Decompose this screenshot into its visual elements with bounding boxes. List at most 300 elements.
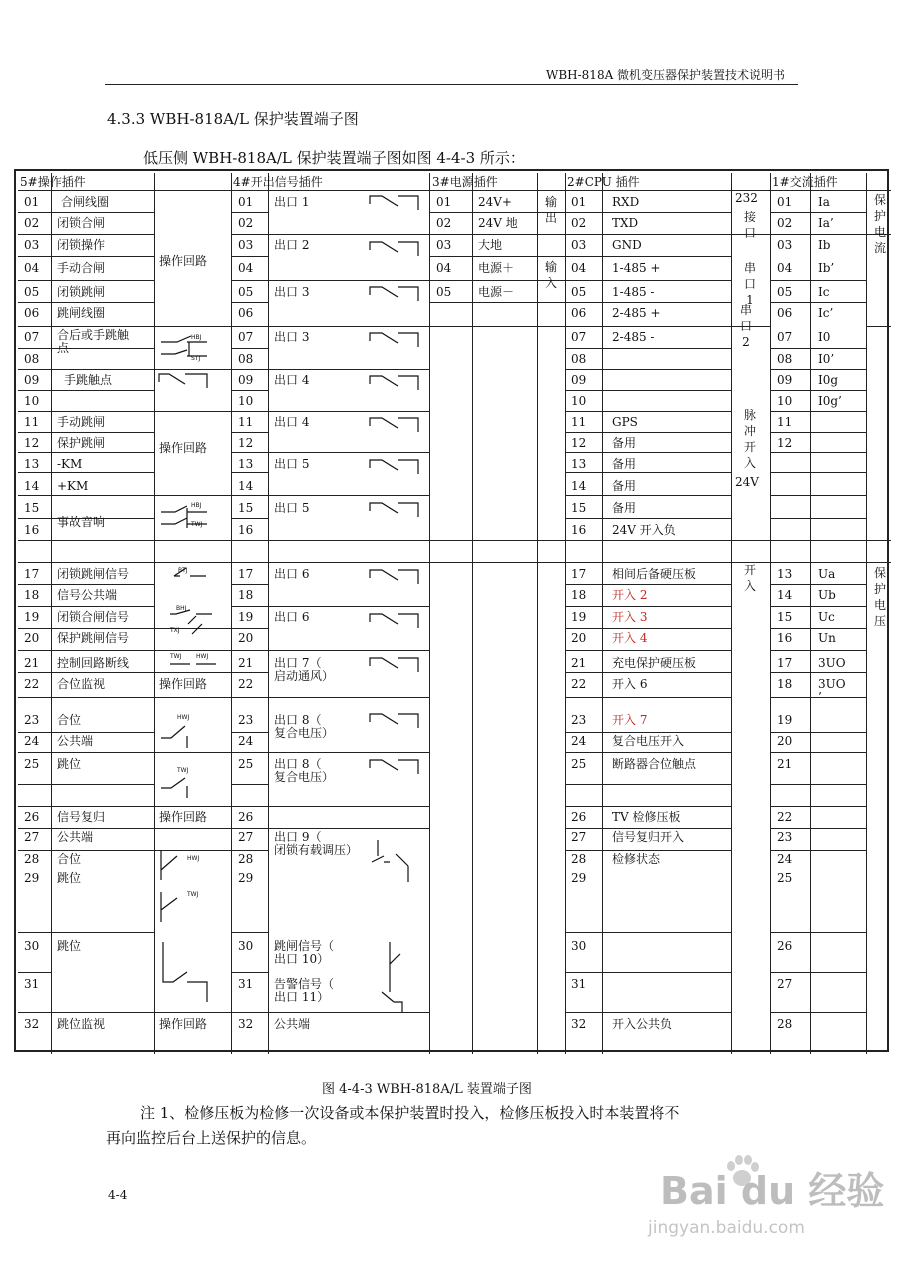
plugin5-terminal-name: 信号复归 [57,810,106,824]
watermark-url: jingyan.baidu.com [648,1218,805,1238]
table-rule [231,1012,268,1013]
plugin1-terminal-number: 26 [777,939,793,953]
relay-contact-icon [368,608,428,636]
plugin1-terminal-number: 01 [777,195,793,209]
table-rule [154,562,231,563]
plugin4-terminal-number: 07 [238,330,254,344]
plugin1-terminal-number: 15 [777,610,793,624]
plugin1-terminal-number: 05 [777,285,793,299]
plugin4-terminal-number: 12 [238,436,254,450]
table-rule [602,369,731,370]
plugin1-terminal-number: 22 [777,810,793,824]
table-rule [810,495,866,496]
plugin2-terminal-number: 01 [571,195,587,209]
table-rule [770,850,810,851]
table-rule [268,234,429,235]
plugin5-terminal-number: 15 [24,501,40,515]
plugin5-terminal-name: 控制回路断线 [57,656,130,670]
plugin4-terminal-number: 15 [238,501,254,515]
table-rule [51,280,154,281]
table-rule [565,972,602,973]
plugin2-terminal-number: 04 [571,261,587,275]
table-rule [602,411,731,412]
plugin4-terminal-number: 04 [238,261,254,275]
table-rule [565,650,602,651]
plugin2-terminal-number: 32 [571,1017,587,1031]
plugin5-terminal-number: 21 [24,656,40,670]
plugin2-terminal-name: 断路器合位触点 [612,757,697,771]
section-heading: 4.3.3 WBH-818A/L 保护装置端子图 [107,110,359,128]
plugin1-terminal-name: Ia [818,195,830,209]
table-rule [770,628,810,629]
table-rule [268,562,429,563]
table-rule [18,348,51,349]
plugin1-terminal-number: 19 [777,713,793,727]
plugin2-terminal-number: 24 [571,734,587,748]
relay-contact-icon [368,281,428,309]
table-rule [810,1012,866,1013]
plugin1-terminal-number: 04 [777,261,793,275]
table-rule [231,190,268,191]
table-rule [231,432,268,433]
watermark-brand: Bai du 经验 [660,1169,885,1213]
table-rule [810,672,866,673]
table-rule [565,562,602,563]
table-rule [268,828,429,829]
table-rule [268,606,429,607]
plugin4-terminal-number: 17 [238,567,254,581]
plugin3-terminal-name: 24V 地 [478,216,518,230]
plugin4-terminal-number: 10 [238,394,254,408]
bhj-txj-contact-icon [168,602,218,652]
plugin5-terminal-name: 闭锁操作 [57,238,106,252]
group-current-label: 保 护 电 流 [873,193,886,255]
plugin1-terminal-name: I0 [818,330,831,344]
plugin2-terminal-name: 开入 6 [612,677,648,691]
table-rule [51,850,154,851]
table-rule [231,495,268,496]
table-rule [602,472,731,473]
plugin2-terminal-number: 25 [571,757,587,771]
plugin4-terminal-number: 01 [238,195,254,209]
plugin4-terminal-number: 31 [238,977,254,991]
table-rule [154,411,231,412]
table-rule [51,584,154,585]
plugin1-terminal-number: 13 [777,567,793,581]
table-rule [429,256,565,257]
table-rule [602,390,731,391]
table-rule [51,540,154,541]
plugin4-terminal-number: 20 [238,631,254,645]
plugin4-terminal-number: 03 [238,238,254,252]
table-rule [810,628,866,629]
plugin4-output-name: 出口 5 [274,501,310,515]
relay-contact-icon [368,370,428,398]
plugin4-terminal-number: 14 [238,479,254,493]
table-rule [565,672,602,673]
plugin5-terminal-number: 19 [24,610,40,624]
plugin2-terminal-number: 08 [571,352,587,366]
plugin3-terminal-number: 02 [436,216,452,230]
relay-contact-icon [368,708,428,736]
plugin5-terminal-number: 20 [24,631,40,645]
table-rule [154,697,231,698]
table-rule [565,828,602,829]
plugin4-output-name: 出口 5 [274,457,310,471]
table-rule [429,302,565,303]
table-rule [51,472,154,473]
plugin5-terminal-name: 跳闸线圈 [57,306,106,320]
table-rule [231,806,268,807]
plugin2-terminal-number: 15 [571,501,587,515]
plugin5-terminal-number: 30 [24,939,40,953]
table-rule [18,432,51,433]
plugin4-terminal-number: 21 [238,656,254,670]
table-rule [18,390,51,391]
table-rule [51,628,154,629]
plugin5-terminal-number: 22 [24,677,40,691]
plugin2-terminal-name: 复合电压开入 [612,734,685,748]
table-rule [810,606,866,607]
table-rule [472,173,473,1054]
plugin2-terminal-name: 备用 [612,501,637,515]
table-rule [565,234,602,235]
contact-hbj-stj-icon [157,328,211,366]
plugin1-terminal-number: 06 [777,306,793,320]
table-rule [18,752,51,753]
plugin1-terminal-name: Ic [818,285,830,299]
relay-contact-icon [368,327,428,355]
plugin4-output-name: 出口 7（ 启动通风） [274,656,335,683]
plugin1-terminal-number: 27 [777,977,793,991]
table-rule [51,234,154,235]
table-rule [602,732,731,733]
table-rule [770,828,810,829]
table-rule [602,256,731,257]
table-rule [51,1012,154,1013]
table-rule [770,972,810,973]
table-rule [231,850,268,851]
plugin5-terminal-number: 14 [24,479,40,493]
table-rule [154,540,231,541]
power-output-label: 输出 [544,195,557,225]
plugin1-terminal-number: 20 [777,734,793,748]
table-rule [810,518,866,519]
plugin5-terminal-name: 公共端 [57,830,94,844]
table-rule [231,672,268,673]
table-rule [810,932,866,933]
table-rule [231,932,268,933]
plugin2-terminal-name: GPS [612,415,638,429]
table-rule [810,806,866,807]
plugin1-terminal-name: Ub [818,588,836,602]
table-rule [810,650,866,651]
table-rule [51,411,154,412]
table-rule [810,732,866,733]
plugin5-terminal-name: 闭锁跳闸信号 [57,567,130,581]
plugin1-terminal-number: 23 [777,830,793,844]
table-rule [565,732,602,733]
table-rule [770,472,810,473]
table-rule [18,280,51,281]
plugin4-terminal-number: 26 [238,810,254,824]
plugin2-terminal-number: 18 [571,588,587,602]
table-rule [770,452,810,453]
plugin1-terminal-name: Ua [818,567,836,581]
plugin3-terminal-name: 电源－ [478,285,515,299]
plugin5-terminal-name: 公共端 [57,734,94,748]
table-rule [565,584,602,585]
page-number: 4-4 [108,1188,128,1202]
operation-circuit-label: 操作回路 [159,810,208,824]
table-rule [602,348,731,349]
table-rule [810,784,866,785]
table-rule [268,173,269,1054]
table-rule [51,932,154,933]
table-rule [770,411,810,412]
plugin2-terminal-number: 17 [571,567,587,581]
relay-contact-icon [368,454,428,482]
plugin1-terminal-name: I0g [818,373,839,387]
table-rule [51,697,154,698]
table-rule [18,806,51,807]
plugin2-terminal-number: 10 [571,394,587,408]
table-rule [770,495,810,496]
table-rule [18,562,51,563]
table-rule [18,326,51,327]
plugin2-terminal-name: 相间后备硬压板 [612,567,697,581]
svg-text:TWJ: TWJ [187,891,199,898]
table-rule [565,472,602,473]
plugin1-terminal-number: 12 [777,436,793,450]
plugin2-terminal-name: 开入公共负 [612,1017,673,1031]
table-rule [51,672,154,673]
table-rule [565,390,602,391]
table-rule [18,972,51,973]
group-serial2-label: 串 口 2 [739,303,752,349]
plugin1-terminal-number: 24 [777,852,793,866]
table-rule [770,752,810,753]
table-rule [770,348,810,349]
btj-contact-icon [172,564,212,584]
table-rule [602,584,731,585]
operation-circuit-label: 操作回路 [159,677,208,691]
table-rule [154,495,231,496]
table-rule [18,932,51,933]
table-rule [18,234,51,235]
plugin5-terminal-name: 跳位 [57,871,82,885]
table-rule [18,697,51,698]
plugin5-terminal-number: 13 [24,457,40,471]
plugin4-terminal-number: 18 [238,588,254,602]
table-rule [231,452,268,453]
plugin2-terminal-number: 12 [571,436,587,450]
terminal-diagram-table [14,169,889,1052]
plugin1-terminal-number: 08 [777,352,793,366]
table-rule [602,606,731,607]
table-rule [565,518,602,519]
table-rule [51,562,154,563]
relay-contact-icon [368,412,428,440]
table-rule [602,234,731,235]
operation-circuit-label: 操作回路 [159,441,208,455]
table-rule [770,540,810,541]
table-rule [231,732,268,733]
table-rule [810,540,866,541]
table-rule [231,326,268,327]
table-rule [565,850,602,851]
table-rule [18,190,51,191]
relay-contact-icon [368,840,418,882]
group-serial1-label: 串 口 1 [743,261,756,307]
plugin4-terminal-number: 28 [238,852,254,866]
plugin5-terminal-number: 06 [24,306,40,320]
plugin5-terminal-name: -KM [57,457,83,471]
plugin2-terminal-number: 31 [571,977,587,991]
table-rule [429,326,565,327]
plugin5-terminal-name: 合位监视 [57,677,106,691]
plugin2-terminal-name: 1-485 + [612,261,661,275]
plugin4-terminal-number: 24 [238,734,254,748]
table-rule [602,672,731,673]
plugin4-terminal-number: 08 [238,352,254,366]
hwj-twj-contact-icon [157,708,221,798]
plugin5-terminal-name: 合位 [57,713,82,727]
plugin5-terminal-name: 跳位 [57,939,82,953]
table-rule [18,828,51,829]
plugin3-terminal-name: 24V+ [478,195,512,209]
table-rule [51,190,154,191]
plugin2-terminal-name: 检修状态 [612,852,661,866]
plugin4-terminal-number: 30 [238,939,254,953]
plugin2-terminal-number: 03 [571,238,587,252]
plugin3-terminal-number: 04 [436,261,452,275]
table-rule [565,326,602,327]
plugin1-terminal-name: I0g’ [818,394,842,408]
plugin5-terminal-number: 23 [24,713,40,727]
table-rule [231,280,268,281]
plugin4-output-name: 告警信号（ 出口 11） [274,977,335,1004]
table-rule [602,302,731,303]
plugin4-terminal-number: 22 [238,677,254,691]
table-rule [866,540,891,541]
plugin4-output-name: 出口 6 [274,610,310,624]
plugin5-terminal-name: 手动合闸 [57,261,106,275]
table-rule [810,348,866,349]
plugin5-terminal-number: 11 [24,415,40,429]
table-rule [268,697,429,698]
plugin5-terminal-number: 10 [24,394,40,408]
plugin1-terminal-number: 10 [777,394,793,408]
table-rule [565,1012,602,1013]
table-rule [810,390,866,391]
group-pulse-label: 脉 冲 开 入 [743,408,756,470]
plugin5-terminal-number: 01 [24,195,40,209]
table-rule [51,806,154,807]
plugin5-terminal-number: 28 [24,852,40,866]
figure-caption: 图 4-4-3 WBH-818A/L 装置端子图 [322,1082,532,1097]
plugin5-terminal-number: 26 [24,810,40,824]
table-rule [51,828,154,829]
svg-text:TXJ: TXJ [170,627,180,634]
plugin2-terminal-number: 26 [571,810,587,824]
column-header: 1#交流插件 [772,175,838,189]
plugin4-terminal-number: 27 [238,830,254,844]
table-rule [231,628,268,629]
table-rule [565,369,602,370]
plugin2-terminal-name: 开入 3 [612,610,648,624]
table-rule [51,432,154,433]
table-rule [565,697,602,698]
table-rule [770,1012,810,1013]
plugin2-terminal-number: 28 [571,852,587,866]
plugin4-output-name: 出口 4 [274,415,310,429]
plugin3-terminal-number: 01 [436,195,452,209]
table-rule [231,972,268,973]
column-header: 5#操作插件 [20,175,86,189]
table-rule [770,672,810,673]
table-rule [565,784,602,785]
plugin2-terminal-number: 13 [571,457,587,471]
table-rule [231,369,268,370]
plugin2-terminal-number: 09 [571,373,587,387]
plugin2-terminal-name: 备用 [612,457,637,471]
table-rule [154,828,231,829]
plugin4-output-name: 出口 8（ 复合电压） [274,757,335,784]
table-rule [565,302,602,303]
plugin5-terminal-number: 08 [24,352,40,366]
table-rule [18,584,51,585]
plugin5-terminal-name: 合位 [57,852,82,866]
table-rule [810,212,866,213]
plugin4-terminal-number: 09 [238,373,254,387]
table-rule [565,540,602,541]
svg-text:STJ: STJ [191,355,201,362]
plugin5-terminal-name: 跳位 [57,757,82,771]
document-header: WBH-818A 微机变压器保护装置技术说明书 [546,68,786,82]
plugin5-terminal-number: 16 [24,523,40,537]
table-rule [231,697,268,698]
plugin5-terminal-number: 27 [24,830,40,844]
svg-text:HBJ: HBJ [191,334,202,341]
table-rule [602,932,731,933]
table-rule [810,173,811,1054]
plugin1-terminal-number: 28 [777,1017,793,1031]
table-rule [231,540,268,541]
table-rule [18,628,51,629]
plugin2-terminal-number: 22 [571,677,587,691]
twj-hwj-contact-icon [168,650,220,670]
table-rule [810,584,866,585]
table-rule [770,369,810,370]
table-rule [731,540,770,541]
plugin2-terminal-name: GND [612,238,642,252]
plugin4-output-name: 出口 3 [274,330,310,344]
plugin5-terminal-name: 手跳触点 [64,373,113,387]
table-rule [565,452,602,453]
table-rule [154,806,231,807]
plugin5-terminal-name: 保护跳闸信号 [57,631,130,645]
table-rule [565,212,602,213]
plugin5-terminal-number: 12 [24,436,40,450]
power-input-label: 输入 [544,260,557,290]
plugin1-terminal-number: 18 [777,677,793,691]
plugin4-output-name: 出口 2 [274,238,310,252]
column-header: 4#开出信号插件 [233,175,323,189]
plugin2-terminal-number: 14 [571,479,587,493]
table-rule [18,256,51,257]
table-rule [770,234,810,235]
